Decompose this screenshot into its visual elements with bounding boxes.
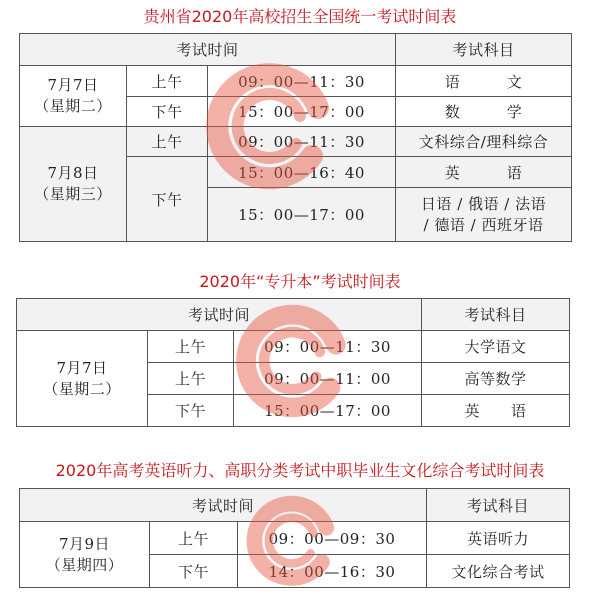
header-exam-subject: 考试科目 — [396, 34, 572, 66]
date-label: 7月7日 — [47, 76, 99, 94]
subject-cell: 高等数学 — [422, 363, 570, 395]
date-cell — [20, 127, 127, 242]
header-exam-time: 考试时间 — [20, 489, 427, 522]
time-cell: 14：00—16：30 — [238, 555, 427, 588]
time-cell: 15：00—17：00 — [208, 97, 396, 127]
subject-line: / 德语 / 西班牙语 — [423, 215, 544, 234]
time-cell: 09：00—09：30 — [238, 522, 427, 555]
table-3-title: 2020年高考英语听力、高职分类考试中职毕业生文化综合考试时间表 — [55, 461, 545, 480]
table-1-title: 贵州省2020年高校招生全国统一考试时间表 — [143, 7, 457, 26]
header-exam-time: 考试时间 — [20, 34, 396, 66]
subject-line: 日语 / 俄语 / 法语 — [420, 194, 547, 213]
zhuanshengben-schedule-table — [16, 298, 570, 427]
subject-cell: 英 语 — [422, 395, 570, 427]
weekday-label: （星期三） — [34, 185, 112, 203]
subject-cell: 英 语 — [396, 157, 572, 188]
time-cell: 15：00—17：00 — [234, 395, 422, 427]
gaokao-schedule-table — [19, 33, 572, 242]
period-cell: 上午 — [150, 522, 238, 555]
subject-cell: 英语听力 — [427, 522, 570, 555]
date-label: 7月7日 — [56, 358, 108, 377]
weekday-label: （星期四） — [45, 555, 124, 574]
period-cell: 下午 — [148, 395, 234, 427]
table-2-title: 2020年“专升本”考试时间表 — [199, 272, 401, 291]
listening-schedule-table — [19, 488, 570, 588]
date-label: 7月9日 — [58, 534, 111, 553]
subject-cell: 文科综合/理科综合 — [396, 127, 572, 157]
subject-cell: 大学语文 — [422, 331, 570, 363]
header-exam-subject: 考试科目 — [427, 489, 570, 522]
time-cell: 09：00—11：30 — [208, 127, 396, 157]
date-cell — [20, 522, 150, 588]
period-cell: 下午 — [150, 555, 238, 588]
header-exam-subject: 考试科目 — [422, 299, 570, 331]
period-cell: 上午 — [148, 363, 234, 395]
date-cell — [17, 331, 148, 427]
period-cell: 下午 — [127, 157, 208, 242]
date-cell — [20, 66, 127, 127]
weekday-label: （星期二） — [43, 379, 121, 398]
time-cell: 09：00—11：30 — [234, 331, 422, 363]
subject-cell — [396, 188, 572, 242]
header-exam-time: 考试时间 — [17, 299, 422, 331]
period-cell: 上午 — [127, 66, 208, 97]
subject-cell: 文化综合考试 — [427, 555, 570, 588]
weekday-label: （星期二） — [34, 97, 112, 115]
subject-cell: 语 文 — [396, 66, 572, 97]
time-cell: 09：00—11：00 — [234, 363, 422, 395]
date-label: 7月8日 — [47, 164, 99, 182]
time-cell: 15：00—16：40 — [208, 157, 396, 188]
period-cell: 下午 — [127, 97, 208, 127]
time-cell: 15：00—17：00 — [208, 188, 396, 242]
period-cell: 上午 — [148, 331, 234, 363]
subject-cell: 数 学 — [396, 97, 572, 127]
period-cell: 上午 — [127, 127, 208, 157]
time-cell: 09：00—11：30 — [208, 66, 396, 97]
